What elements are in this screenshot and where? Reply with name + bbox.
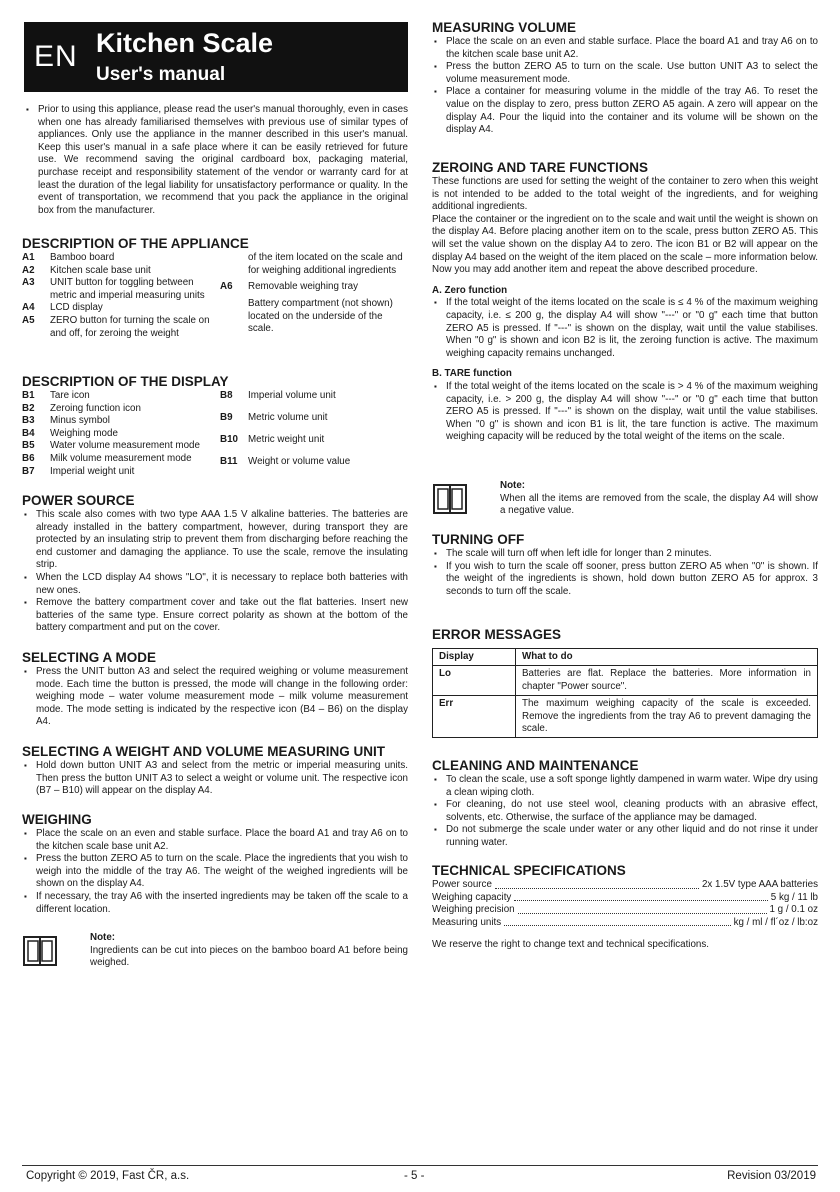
item-key xyxy=(220,252,248,281)
volume-section xyxy=(432,20,818,137)
power-section xyxy=(22,493,408,635)
list-item: ▪ If the total weight of the items located on the scale is ≤ 4 % of the maximum weighing capacity, i.e. ≤ 200 g, the display A4 will show "---" or "0 g" each time that button ZERO A5 is pressed. If "---" is shown on the display, wait until the value stabilises. When "0 g" is shown and icon B2 is lit, the zeroing function is active. The maximum weighing capacity remains unchanged. xyxy=(446,297,818,360)
note-title: Note: xyxy=(500,480,526,491)
item-key: B4 xyxy=(22,427,35,439)
item-key: A3 xyxy=(22,277,35,289)
item-key: B3 xyxy=(22,415,35,427)
error-code: Lo xyxy=(433,666,516,696)
item-value: Metric volume unit xyxy=(248,412,328,424)
manual-book-icon xyxy=(432,481,468,517)
display-list-right xyxy=(220,390,408,478)
item-value: Removable weighing tray xyxy=(248,281,358,293)
item-value: Bamboo board xyxy=(50,252,115,263)
item-key: A6 xyxy=(220,281,233,293)
list-item: ▪ For cleaning, do not use steel wool, cleaning products with an abrasive effect, solvents, etc. Otherwise, the surface of the appliance may be damaged. xyxy=(446,799,818,824)
item-key: B11 xyxy=(220,456,238,468)
errors-heading: ERROR MESSAGES xyxy=(432,627,562,642)
spec-label: Weighing capacity xyxy=(432,891,512,903)
item-key: B8 xyxy=(220,390,233,401)
item-key: A1 xyxy=(22,252,35,263)
appliance-section xyxy=(22,236,408,340)
tare-intro: These functions are used for setting the weight of the container to zero when this weight is not intended to be added to the total weight of the ingredients, and for weighing additional ingredients. xyxy=(432,176,818,213)
item-key: B1 xyxy=(22,390,35,401)
list-item: ▪ If necessary, the tray A6 with the inserted ingredients may be taken off the scale to a different location. xyxy=(36,891,408,916)
item-value: ZERO button for turning the scale on and off, for zeroing the weight xyxy=(50,314,210,339)
item-key: B10 xyxy=(220,434,238,446)
specs-heading: TECHNICAL SPECIFICATIONS xyxy=(432,863,626,878)
list-item: ▪ If you wish to turn the scale off sooner, press button ZERO A5 when "0" is shown. If the weight of the ingredients is shown, hold down button ZERO A5 for approx. 3 seconds to turn off the scale. xyxy=(446,561,818,599)
cleaning-heading: CLEANING AND MAINTENANCE xyxy=(432,758,639,773)
error-action: The maximum weighing capacity of the scale is exceeded. Remove the ingredients from the tray A6 to prevent damaging the scale. xyxy=(516,696,818,738)
power-heading: POWER SOURCE xyxy=(22,493,135,508)
item-value: Milk volume measurement mode xyxy=(50,452,192,464)
error-action: Batteries are flat. Replace the batteries. More information in chapter "Power source". xyxy=(516,666,818,696)
spec-row xyxy=(432,917,818,930)
note-text: When all the items are removed from the scale, the display A4 will show a negative value. xyxy=(500,492,818,517)
weighing-section xyxy=(22,812,408,916)
display-heading: DESCRIPTION OF THE DISPLAY xyxy=(22,374,229,389)
error-table xyxy=(432,648,818,738)
list-item: ▪ If the total weight of the items located on the scale is > 4 % of the maximum weighing capacity, i.e. > 200 g, the display A4 will show "---" or "0 g" each time that button ZERO A5 is pressed. If "---" is shown on the display, wait until the value stabilises. When "0 g" is shown and icon B1 is lit, the tare function is active. The maximum weighing capacity will be reduced by the total weight of the items on the scale. xyxy=(446,381,818,444)
item-value: Water volume measurement mode xyxy=(50,440,200,452)
tare-note xyxy=(500,480,818,518)
list-item: ▪ Press the UNIT button A3 and select the required weighing or volume measurement mode. Each time the button is pressed, the mode will change in the following order: weighing mode – water volume measurement mode – milk volume measurement mode. The mode setting is indicated by the respective icon (B4 – B6) on the display A4. xyxy=(36,666,408,729)
intro-text: ▪ Prior to using this appliance, please read the user's manual thoroughly, even in cases when one has already familiarised themselves with previous use of similar types of appliances. Only use the appliance in the manner described in this user's manual. Keep this user's manual in a safe place where it can be easily retrieved for future use. We recommend saving the original cardboard box, packaging material, purchase receipt and responsibility statement of the vendor or warranty card for at least the duration of the legal liability for unsatisfactory performance or quality. In the event of transportation, we recommend that you pack the appliance in the original box from the manufacturer. xyxy=(38,104,408,217)
spec-row xyxy=(432,904,818,917)
spec-value: kg / ml / fl´oz / lb:oz xyxy=(733,916,818,928)
item-key: B6 xyxy=(22,452,35,464)
item-value: Metric weight unit xyxy=(248,434,325,446)
page-number: - 5 - xyxy=(404,1170,425,1182)
tare-function-title: B. TARE function xyxy=(432,368,512,380)
column-header: Display xyxy=(433,649,516,666)
note-title: Note: xyxy=(90,932,116,943)
mode-heading: SELECTING A MODE xyxy=(22,650,157,665)
item-value: Imperial volume unit xyxy=(248,390,336,401)
zero-function-title: A. Zero function xyxy=(432,284,508,296)
table-row xyxy=(433,666,818,696)
footer-divider xyxy=(22,1165,818,1166)
title-banner xyxy=(24,22,408,92)
item-value: LCD display xyxy=(50,302,103,314)
reserve-note: We reserve the right to change text and technical specifications. xyxy=(432,939,710,951)
document-title: Kitchen Scale xyxy=(96,28,274,58)
spec-value: 1 g / 0.1 oz xyxy=(769,904,818,916)
spec-label: Power source xyxy=(432,879,492,890)
item-value: Zeroing function icon xyxy=(50,402,141,414)
list-item: ▪ Press the button ZERO A5 to turn on the scale. Use button UNIT A3 to select the volume measurement mode. xyxy=(446,61,818,86)
note-text: Ingredients can be cut into pieces on the bamboo board A1 before being weighed. xyxy=(90,944,408,969)
list-item: ▪ Remove the battery compartment cover and take out the flat batteries. Insert new batteries of the same type. Ensure correct polarity as shown at the bottom of the battery compartment and put on the cover. xyxy=(36,597,408,635)
off-section xyxy=(432,532,818,598)
list-item: ▪ This scale also comes with two type AAA 1.5 V alkaline batteries. The batteries are already installed in the battery compartment, however, during transport they are protected by an insulating strip to prevent them from discharging before reaching the end customer and damaging the appliance. To use the scale, remove the insulating strip. xyxy=(36,509,408,572)
item-value: Weight or volume value xyxy=(248,456,351,468)
list-item: ▪ When the LCD display A4 shows "LO", it is necessary to replace both batteries with new ones. xyxy=(36,572,408,597)
list-item: ▪ Place the scale on an even and stable surface. Place the board A1 and tray A6 on to the kitchen scale base unit A2. xyxy=(446,36,818,61)
weighing-heading: WEIGHING xyxy=(22,812,92,827)
mode-section xyxy=(22,650,408,729)
table-row xyxy=(433,696,818,738)
error-code: Err xyxy=(433,696,516,738)
language-code: EN xyxy=(34,40,78,73)
spec-row xyxy=(432,879,818,892)
tare-heading: ZEROING AND TARE FUNCTIONS xyxy=(432,160,648,175)
tare-procedure: Place the container or the ingredient on to the scale and wait until the weight is shown on the display A4. Before placing another item on to the scale, press button ZERO A5. This will set the value shown on the display A4 to zero. The icon B1 or B2 will appear on the display A4 based on the weight of the item placed on the scale – more information below. Now you may add another item and repeat the above described procedure. xyxy=(432,213,818,276)
item-value: Imperial weight unit xyxy=(50,465,135,477)
appliance-list xyxy=(22,252,220,340)
item-key: B5 xyxy=(22,440,35,452)
spec-label: Measuring units xyxy=(432,916,502,928)
item-key: A2 xyxy=(22,264,35,276)
column-header: What to do xyxy=(516,649,818,666)
list-item: ▪ Do not submerge the scale under water or any other liquid and do not rinse it under running water. xyxy=(446,824,818,849)
revision: Revision 03/2019 xyxy=(727,1170,816,1182)
table-header-row xyxy=(433,649,818,666)
manual-book-icon xyxy=(22,933,58,969)
item-value: Battery compartment (not shown) located on the underside of the scale. xyxy=(248,298,393,335)
volume-heading: MEASURING VOLUME xyxy=(432,20,577,35)
item-key: B7 xyxy=(22,465,35,477)
item-key xyxy=(220,298,248,340)
appliance-heading: DESCRIPTION OF THE APPLIANCE xyxy=(22,236,249,251)
spec-value: 5 kg / 11 lb xyxy=(770,891,818,903)
unit-heading: SELECTING A WEIGHT AND VOLUME MEASURING UNIT xyxy=(22,744,385,759)
display-list-left xyxy=(22,390,220,478)
cleaning-section xyxy=(432,758,818,850)
item-value: Tare icon xyxy=(50,390,90,401)
list-item: ▪ Place the scale on an even and stable surface. Place the board A1 and tray A6 on to the kitchen scale base unit A2. xyxy=(36,828,408,853)
copyright: Copyright © 2019, Fast ČR, a.s. xyxy=(26,1170,190,1182)
tare-section xyxy=(432,160,818,444)
display-section xyxy=(22,374,408,478)
intro-section xyxy=(24,104,408,217)
specs-section xyxy=(432,863,818,952)
spec-value: 2x 1.5V type AAA batteries xyxy=(701,879,818,890)
document-subtitle: User's manual xyxy=(96,64,226,85)
list-item: ▪ To clean the scale, use a soft sponge lightly dampened in warm water. Wipe dry using a clean wiping cloth. xyxy=(446,774,818,799)
item-value: Weighing mode xyxy=(50,427,118,439)
errors-section xyxy=(432,627,818,738)
weighing-note xyxy=(90,932,408,970)
item-key: A4 xyxy=(22,302,35,314)
item-key: B9 xyxy=(220,412,233,424)
list-item: ▪ Press the button ZERO A5 to turn on the scale. Place the ingredients that you wish to weigh into the middle of the tray A6. The weight of the weighed ingredients will be shown on the display A4. xyxy=(36,853,408,891)
list-item: ▪ Place a container for measuring volume in the middle of the tray A6. To reset the value on the display to zero, press button ZERO A5 again. A zero will appear on the display A4. Pour the liquid into the container and its volume will be shown on the display A4. xyxy=(446,86,818,136)
list-item: ▪ Hold down button UNIT A3 and select from the metric or imperial measuring units. Then press the button UNIT A3 to select a weight or volume unit. The respective icon (B7 – B10) will appear on the display A4. xyxy=(36,760,408,798)
item-value: Kitchen scale base unit xyxy=(50,264,151,276)
spec-row xyxy=(432,892,818,905)
off-heading: TURNING OFF xyxy=(432,532,525,547)
item-key: A5 xyxy=(22,314,35,326)
unit-section xyxy=(22,744,408,798)
spec-label: Weighing precision xyxy=(432,904,515,916)
list-item: ▪ The scale will turn off when left idle for longer than 2 minutes. xyxy=(446,548,818,561)
item-value: of the item located on the scale and for weighing additional ingredients xyxy=(248,252,403,276)
item-value: UNIT button for toggling between metric and imperial measuring units xyxy=(50,277,205,301)
item-key: B2 xyxy=(22,402,35,414)
appliance-list-right xyxy=(220,252,408,340)
item-value: Minus symbol xyxy=(50,415,110,427)
